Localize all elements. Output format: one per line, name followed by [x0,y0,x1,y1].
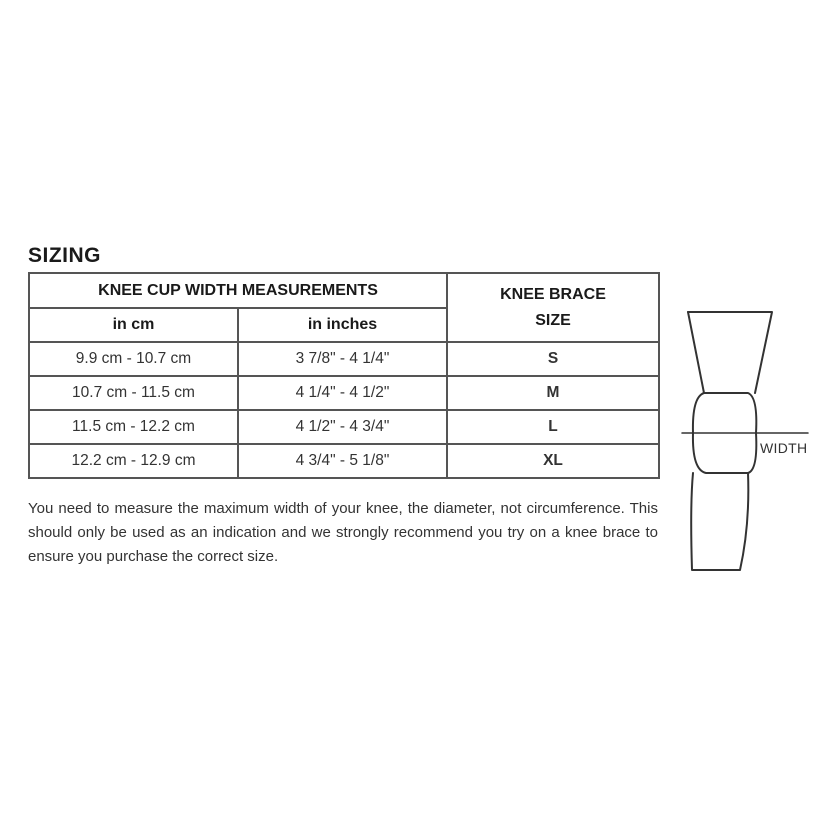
column-header-inches: in inches [238,308,447,342]
table-header-row [29,273,659,308]
cell-cm: 10.7 cm - 11.5 cm [29,376,238,410]
table-row [29,410,659,444]
cell-inches: 3 7/8" - 4 1/4" [238,342,447,376]
cell-size: S [447,342,659,376]
cell-inches: 4 1/4" - 4 1/2" [238,376,447,410]
table-row [29,376,659,410]
cell-size: M [447,376,659,410]
cell-size: XL [447,444,659,478]
measurement-note: You need to measure the maximum width of your knee, the diameter, not circumference. This should only be used as an indication and we strongly recommend you try on a knee brace to ensure you purchase the correct size. [28,500,658,565]
size-header-line1: KNEE BRACE [500,285,606,303]
knee-cup-width-header: KNEE CUP WIDTH MEASUREMENTS [29,273,447,308]
table-row [29,444,659,478]
page-title: SIZING [28,244,102,267]
cell-inches: 4 1/2" - 4 3/4" [238,410,447,444]
cell-cm: 9.9 cm - 10.7 cm [29,342,238,376]
thigh-outline-left [688,312,704,393]
knee-brace-size-header [447,273,659,342]
cell-cm: 12.2 cm - 12.9 cm [29,444,238,478]
cell-cm: 11.5 cm - 12.2 cm [29,410,238,444]
size-header-line2: SIZE [535,311,571,329]
cell-inches: 4 3/4" - 5 1/8" [238,444,447,478]
sizing-table [28,272,660,479]
table-row [29,342,659,376]
width-label: WIDTH [760,440,808,456]
column-header-cm: in cm [29,308,238,342]
shin-outline [691,473,748,570]
cell-size: L [447,410,659,444]
